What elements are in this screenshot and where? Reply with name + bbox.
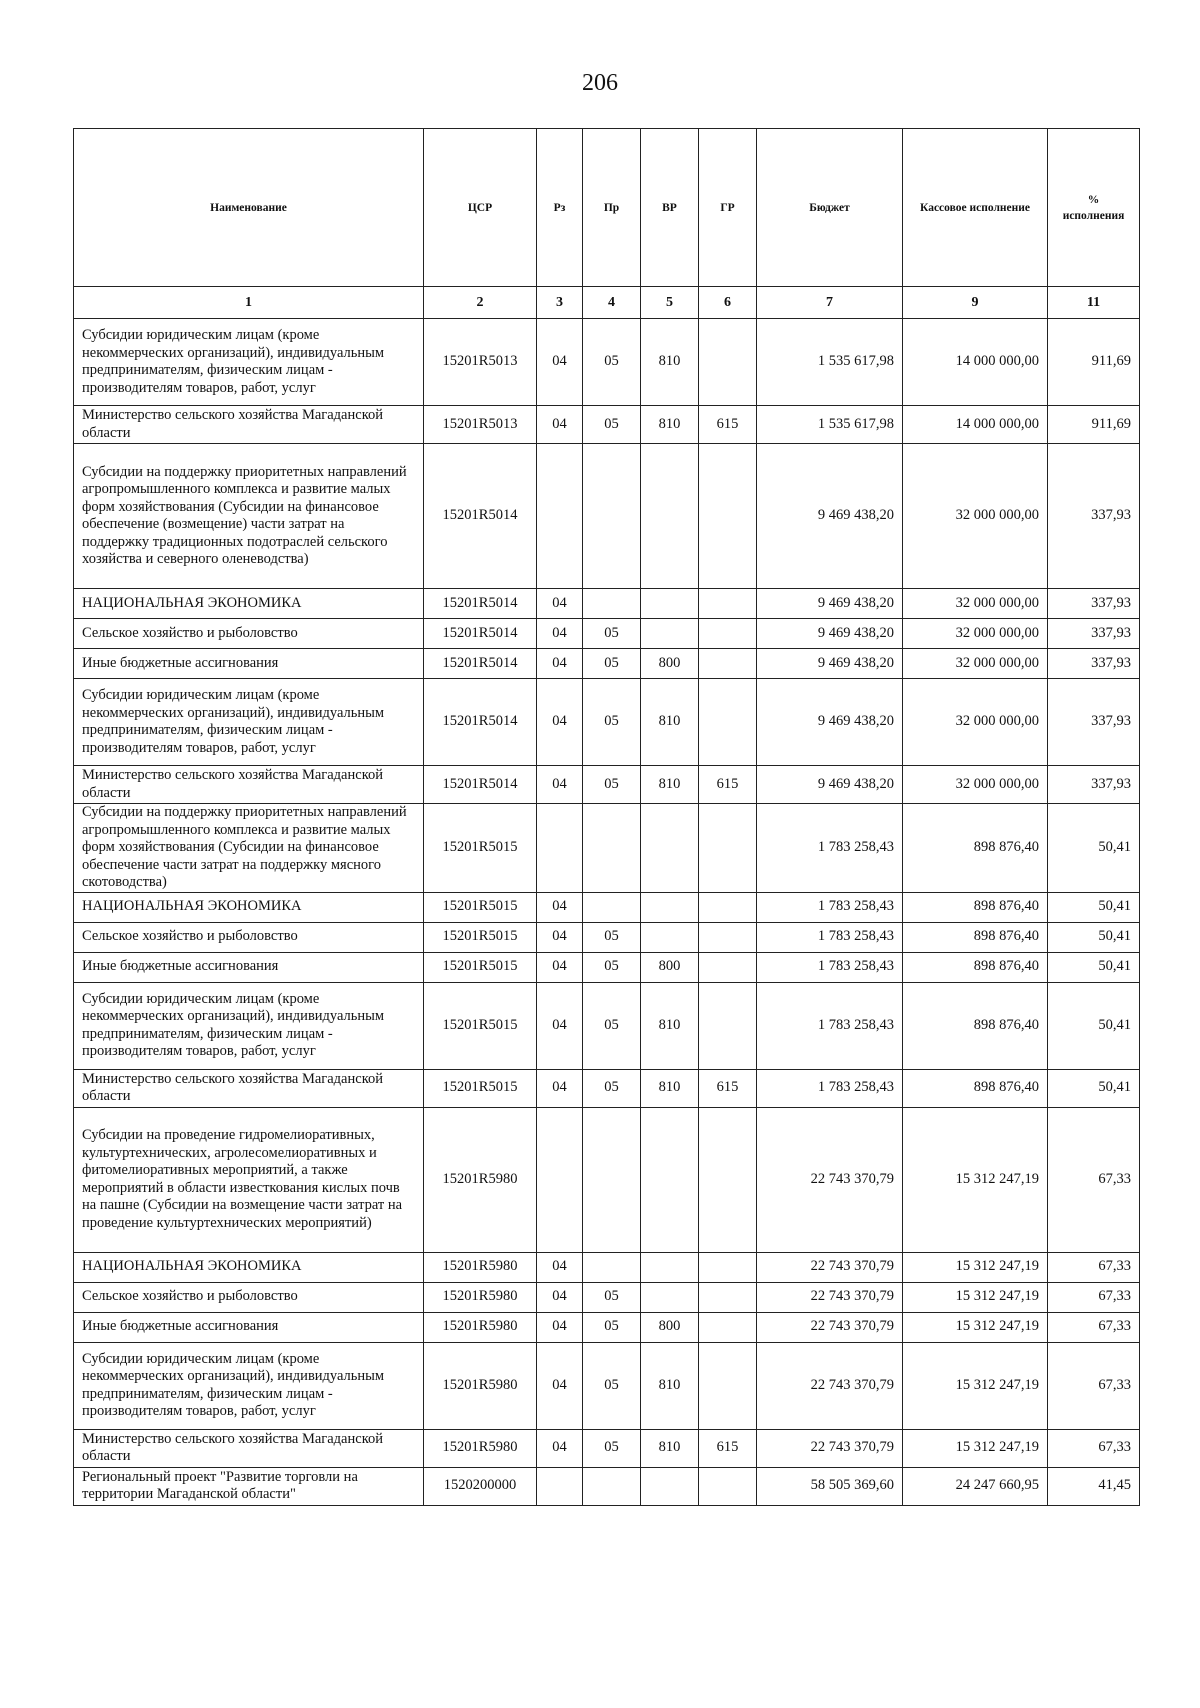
row-gr: 615 [699, 1429, 757, 1467]
row-budget: 1 783 258,43 [757, 1069, 903, 1107]
row-name: Субсидии юридическим лицам (кроме некоммерческих организаций), индивидуальным предпринимателям, физическим лицам - производителям товаров, работ, услуг [74, 1342, 424, 1429]
table-row [74, 1252, 1140, 1282]
row-rz [537, 1107, 583, 1252]
row-vr [641, 589, 699, 619]
row-cash-execution: 15 312 247,19 [903, 1342, 1048, 1429]
row-pr: 05 [583, 1069, 641, 1107]
table-row [74, 1312, 1140, 1342]
row-name: НАЦИОНАЛЬНАЯ ЭКОНОМИКА [74, 892, 424, 922]
row-csr: 15201R5015 [424, 922, 537, 952]
row-execution-percent: 50,41 [1048, 804, 1140, 893]
row-rz: 04 [537, 1312, 583, 1342]
row-rz [537, 804, 583, 893]
row-rz: 04 [537, 1252, 583, 1282]
page-number: 206 [582, 70, 618, 96]
row-vr: 810 [641, 1069, 699, 1107]
row-csr: 15201R5015 [424, 982, 537, 1069]
row-budget: 9 469 438,20 [757, 679, 903, 766]
header-pr: Пр [583, 129, 641, 287]
row-vr [641, 892, 699, 922]
table-row [74, 892, 1140, 922]
row-cash-execution: 15 312 247,19 [903, 1282, 1048, 1312]
row-csr: 1520200000 [424, 1467, 537, 1505]
table-row [74, 982, 1140, 1069]
row-vr: 810 [641, 982, 699, 1069]
row-name: Субсидии юридическим лицам (кроме некоммерческих организаций), индивидуальным предпринимателям, физическим лицам - производителям товаров, работ, услуг [74, 679, 424, 766]
column-number: 2 [424, 287, 537, 319]
table-row [74, 922, 1140, 952]
row-csr: 15201R5015 [424, 952, 537, 982]
row-name: Субсидии юридическим лицам (кроме некоммерческих организаций), индивидуальным предпринимателям, физическим лицам - производителям товаров, работ, услуг [74, 319, 424, 406]
row-name: Субсидии на поддержку приоритетных направлений агропромышленного комплекса и развитие малых форм хозяйствования (Субсидии на финансовое обеспечение (возмещение) части затрат на поддержку традиционных подотраслей сельского хозяйства и северного оленеводства) [74, 444, 424, 589]
row-csr: 15201R5014 [424, 766, 537, 804]
row-execution-percent: 67,33 [1048, 1107, 1140, 1252]
row-pr [583, 589, 641, 619]
table-row [74, 319, 1140, 406]
row-name: Иные бюджетные ассигнования [74, 1312, 424, 1342]
row-cash-execution: 32 000 000,00 [903, 444, 1048, 589]
row-execution-percent: 67,33 [1048, 1342, 1140, 1429]
row-csr: 15201R5980 [424, 1107, 537, 1252]
row-vr [641, 1252, 699, 1282]
row-budget: 22 743 370,79 [757, 1282, 903, 1312]
row-budget: 22 743 370,79 [757, 1342, 903, 1429]
row-budget: 9 469 438,20 [757, 444, 903, 589]
row-vr: 800 [641, 649, 699, 679]
row-cash-execution: 15 312 247,19 [903, 1312, 1048, 1342]
row-execution-percent: 337,93 [1048, 679, 1140, 766]
row-gr [699, 1467, 757, 1505]
row-execution-percent: 337,93 [1048, 619, 1140, 649]
row-cash-execution: 24 247 660,95 [903, 1467, 1048, 1505]
row-gr [699, 922, 757, 952]
row-vr: 800 [641, 1312, 699, 1342]
row-execution-percent: 337,93 [1048, 766, 1140, 804]
row-execution-percent: 67,33 [1048, 1282, 1140, 1312]
row-gr [699, 1312, 757, 1342]
row-name: НАЦИОНАЛЬНАЯ ЭКОНОМИКА [74, 589, 424, 619]
row-vr [641, 922, 699, 952]
table-row [74, 1467, 1140, 1505]
row-pr: 05 [583, 1312, 641, 1342]
row-gr [699, 589, 757, 619]
header-vr: ВР [641, 129, 699, 287]
row-budget: 1 783 258,43 [757, 952, 903, 982]
row-budget: 1 535 617,98 [757, 406, 903, 444]
header-rz: Рз [537, 129, 583, 287]
table-row [74, 679, 1140, 766]
row-pr [583, 892, 641, 922]
row-rz: 04 [537, 1429, 583, 1467]
row-rz: 04 [537, 982, 583, 1069]
row-cash-execution: 15 312 247,19 [903, 1107, 1048, 1252]
row-vr: 810 [641, 1429, 699, 1467]
row-pr: 05 [583, 679, 641, 766]
row-execution-percent: 67,33 [1048, 1429, 1140, 1467]
row-name: Субсидии юридическим лицам (кроме некоммерческих организаций), индивидуальным предпринимателям, физическим лицам - производителям товаров, работ, услуг [74, 982, 424, 1069]
column-number: 3 [537, 287, 583, 319]
row-csr: 15201R5014 [424, 649, 537, 679]
row-rz: 04 [537, 1282, 583, 1312]
row-execution-percent: 41,45 [1048, 1467, 1140, 1505]
row-rz: 04 [537, 649, 583, 679]
row-gr [699, 804, 757, 893]
row-pr: 05 [583, 1342, 641, 1429]
table-row [74, 766, 1140, 804]
table-row [74, 649, 1140, 679]
row-rz: 04 [537, 319, 583, 406]
header-gr: ГР [699, 129, 757, 287]
row-csr: 15201R5015 [424, 1069, 537, 1107]
row-budget: 1 783 258,43 [757, 922, 903, 952]
row-budget: 58 505 369,60 [757, 1467, 903, 1505]
header-csr: ЦСР [424, 129, 537, 287]
header-execution-percent: % исполнения [1048, 129, 1140, 287]
row-budget: 22 743 370,79 [757, 1252, 903, 1282]
row-name: Иные бюджетные ассигнования [74, 649, 424, 679]
row-execution-percent: 337,93 [1048, 589, 1140, 619]
column-number: 9 [903, 287, 1048, 319]
row-pr: 05 [583, 922, 641, 952]
row-csr: 15201R5014 [424, 589, 537, 619]
row-budget: 22 743 370,79 [757, 1107, 903, 1252]
row-pr [583, 444, 641, 589]
table-row [74, 406, 1140, 444]
row-rz: 04 [537, 952, 583, 982]
row-vr [641, 804, 699, 893]
row-vr: 810 [641, 766, 699, 804]
table-row [74, 952, 1140, 982]
row-pr [583, 1107, 641, 1252]
row-pr [583, 804, 641, 893]
table-row [74, 619, 1140, 649]
header-budget: Бюджет [757, 129, 903, 287]
row-vr: 800 [641, 952, 699, 982]
row-csr: 15201R5014 [424, 679, 537, 766]
row-csr: 15201R5014 [424, 619, 537, 649]
column-number: 7 [757, 287, 903, 319]
row-execution-percent: 50,41 [1048, 922, 1140, 952]
row-budget: 9 469 438,20 [757, 649, 903, 679]
row-pr: 05 [583, 406, 641, 444]
row-gr: 615 [699, 1069, 757, 1107]
row-budget: 1 535 617,98 [757, 319, 903, 406]
row-budget: 9 469 438,20 [757, 766, 903, 804]
row-gr [699, 1252, 757, 1282]
row-cash-execution: 14 000 000,00 [903, 319, 1048, 406]
row-cash-execution: 32 000 000,00 [903, 619, 1048, 649]
row-execution-percent: 67,33 [1048, 1252, 1140, 1282]
row-csr: 15201R5014 [424, 444, 537, 589]
row-execution-percent: 911,69 [1048, 406, 1140, 444]
header-name: Наименование [74, 129, 424, 287]
row-csr: 15201R5980 [424, 1342, 537, 1429]
row-gr [699, 619, 757, 649]
row-name: Министерство сельского хозяйства Магаданской области [74, 406, 424, 444]
row-csr: 15201R5015 [424, 892, 537, 922]
row-gr [699, 1107, 757, 1252]
header-cash-execution: Кассовое исполнение [903, 129, 1048, 287]
row-rz: 04 [537, 766, 583, 804]
row-name: Сельское хозяйство и рыболовство [74, 922, 424, 952]
row-gr [699, 649, 757, 679]
table-row [74, 804, 1140, 893]
row-gr [699, 982, 757, 1069]
table-row [74, 1342, 1140, 1429]
row-csr: 15201R5015 [424, 804, 537, 893]
row-name: Субсидии на проведение гидромелиоративных, культуртехнических, агролесомелиоративных и фитомелиоративных мероприятий, а также мероприятий в области известкования кислых почв на пашне (Субсидии на возмещение части затрат на проведение культуртехнических мероприятий) [74, 1107, 424, 1252]
row-csr: 15201R5980 [424, 1282, 537, 1312]
row-rz: 04 [537, 589, 583, 619]
budget-execution-table [73, 128, 1140, 1506]
row-rz: 04 [537, 1069, 583, 1107]
row-budget: 1 783 258,43 [757, 804, 903, 893]
row-cash-execution: 898 876,40 [903, 1069, 1048, 1107]
row-vr: 810 [641, 1342, 699, 1429]
table-row [74, 1069, 1140, 1107]
row-csr: 15201R5980 [424, 1252, 537, 1282]
row-cash-execution: 898 876,40 [903, 922, 1048, 952]
row-cash-execution: 898 876,40 [903, 982, 1048, 1069]
row-execution-percent: 911,69 [1048, 319, 1140, 406]
row-budget: 9 469 438,20 [757, 589, 903, 619]
row-pr [583, 1467, 641, 1505]
row-csr: 15201R5013 [424, 406, 537, 444]
row-vr [641, 1282, 699, 1312]
row-vr [641, 1107, 699, 1252]
row-gr [699, 1342, 757, 1429]
row-budget: 1 783 258,43 [757, 982, 903, 1069]
column-number: 5 [641, 287, 699, 319]
row-execution-percent: 50,41 [1048, 1069, 1140, 1107]
row-vr [641, 619, 699, 649]
row-vr: 810 [641, 406, 699, 444]
row-pr: 05 [583, 982, 641, 1069]
row-cash-execution: 898 876,40 [903, 892, 1048, 922]
row-cash-execution: 14 000 000,00 [903, 406, 1048, 444]
row-csr: 15201R5013 [424, 319, 537, 406]
row-pr: 05 [583, 1429, 641, 1467]
row-gr [699, 952, 757, 982]
row-name: Региональный проект "Развитие торговли на территории Магаданской области" [74, 1467, 424, 1505]
row-execution-percent: 67,33 [1048, 1312, 1140, 1342]
row-pr: 05 [583, 319, 641, 406]
row-cash-execution: 32 000 000,00 [903, 649, 1048, 679]
row-execution-percent: 337,93 [1048, 444, 1140, 589]
row-vr: 810 [641, 319, 699, 406]
row-execution-percent: 50,41 [1048, 952, 1140, 982]
row-cash-execution: 32 000 000,00 [903, 679, 1048, 766]
row-pr: 05 [583, 952, 641, 982]
row-name: НАЦИОНАЛЬНАЯ ЭКОНОМИКА [74, 1252, 424, 1282]
row-csr: 15201R5980 [424, 1429, 537, 1467]
row-vr [641, 1467, 699, 1505]
row-rz: 04 [537, 922, 583, 952]
row-rz: 04 [537, 679, 583, 766]
column-number: 1 [74, 287, 424, 319]
row-cash-execution: 898 876,40 [903, 952, 1048, 982]
row-cash-execution: 32 000 000,00 [903, 766, 1048, 804]
row-pr: 05 [583, 766, 641, 804]
row-gr [699, 892, 757, 922]
row-rz: 04 [537, 619, 583, 649]
row-rz: 04 [537, 1342, 583, 1429]
row-budget: 1 783 258,43 [757, 892, 903, 922]
row-gr [699, 1282, 757, 1312]
row-name: Сельское хозяйство и рыболовство [74, 619, 424, 649]
row-name: Министерство сельского хозяйства Магаданской области [74, 1429, 424, 1467]
column-number: 4 [583, 287, 641, 319]
row-gr [699, 679, 757, 766]
row-vr [641, 444, 699, 589]
row-cash-execution: 32 000 000,00 [903, 589, 1048, 619]
row-cash-execution: 15 312 247,19 [903, 1252, 1048, 1282]
column-number: 6 [699, 287, 757, 319]
row-execution-percent: 50,41 [1048, 982, 1140, 1069]
row-pr [583, 1252, 641, 1282]
row-cash-execution: 898 876,40 [903, 804, 1048, 893]
column-number-row [74, 287, 1140, 319]
row-rz [537, 1467, 583, 1505]
row-vr: 810 [641, 679, 699, 766]
row-name: Сельское хозяйство и рыболовство [74, 1282, 424, 1312]
row-cash-execution: 15 312 247,19 [903, 1429, 1048, 1467]
row-name: Иные бюджетные ассигнования [74, 952, 424, 982]
row-rz: 04 [537, 406, 583, 444]
column-number: 11 [1048, 287, 1140, 319]
row-execution-percent: 337,93 [1048, 649, 1140, 679]
header-row [74, 129, 1140, 287]
table-row [74, 589, 1140, 619]
row-budget: 9 469 438,20 [757, 619, 903, 649]
row-pr: 05 [583, 649, 641, 679]
row-rz: 04 [537, 892, 583, 922]
row-csr: 15201R5980 [424, 1312, 537, 1342]
row-execution-percent: 50,41 [1048, 892, 1140, 922]
row-gr: 615 [699, 406, 757, 444]
row-name: Министерство сельского хозяйства Магаданской области [74, 1069, 424, 1107]
table-row [74, 444, 1140, 589]
table-row [74, 1282, 1140, 1312]
row-gr [699, 444, 757, 589]
row-gr [699, 319, 757, 406]
row-name: Субсидии на поддержку приоритетных направлений агропромышленного комплекса и развитие малых форм хозяйствования (Субсидии на финансовое обеспечение части затрат на поддержку мясного скотоводства) [74, 804, 424, 893]
row-budget: 22 743 370,79 [757, 1429, 903, 1467]
row-rz [537, 444, 583, 589]
row-pr: 05 [583, 1282, 641, 1312]
row-gr: 615 [699, 766, 757, 804]
table-row [74, 1429, 1140, 1467]
row-budget: 22 743 370,79 [757, 1312, 903, 1342]
row-pr: 05 [583, 619, 641, 649]
table-row [74, 1107, 1140, 1252]
row-name: Министерство сельского хозяйства Магаданской области [74, 766, 424, 804]
